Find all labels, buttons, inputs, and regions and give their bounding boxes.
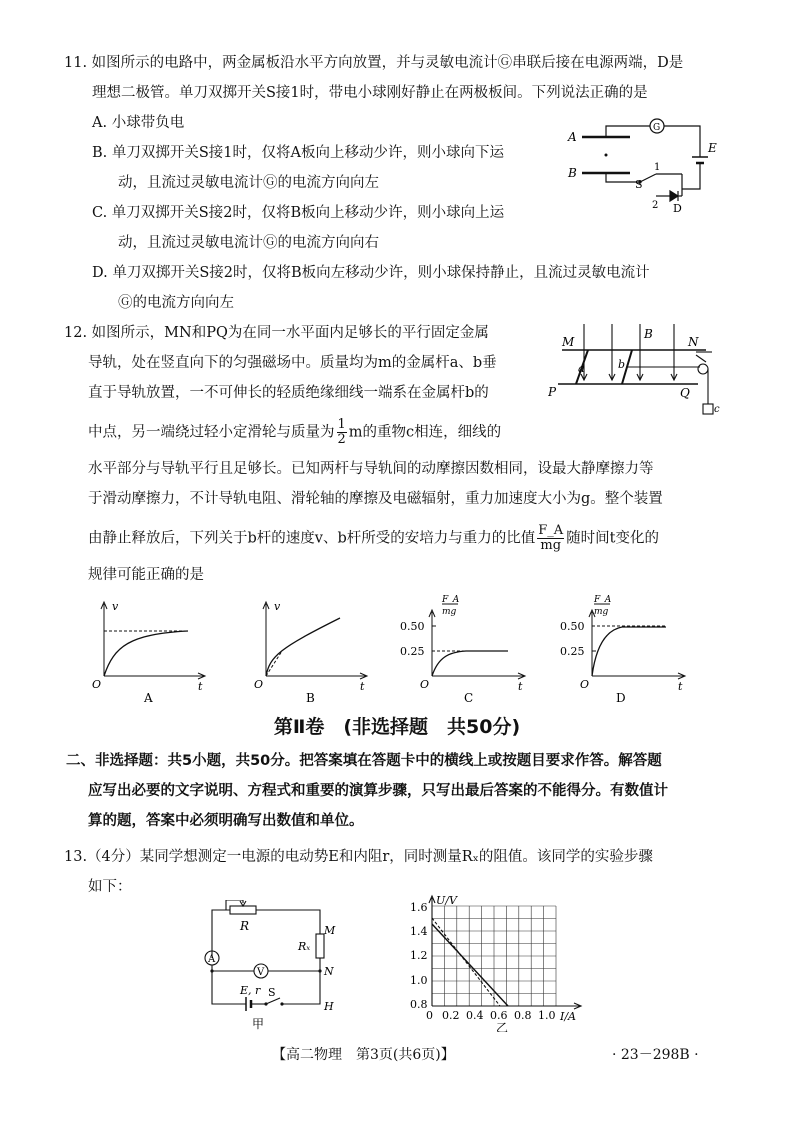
- label-q: Q: [680, 386, 690, 400]
- q11-stem-line1: 11. 如图所示的电路中，两金属板沿水平方向放置，并与灵敏电流计Ⓖ串联后接在电源两端，D是: [64, 55, 684, 71]
- q12-line7-b: 随时间t变化的: [566, 530, 660, 547]
- graph-c: [396, 590, 532, 706]
- ratio-fraction: [537, 524, 564, 553]
- label-er: E, r: [240, 984, 261, 997]
- graph-b-x: t: [360, 680, 365, 693]
- label-m13: M: [324, 924, 336, 937]
- section-intro-line3: 算的题，答案中必须明确写出数值和单位。: [88, 813, 364, 829]
- q11-option-d-line1: D. 单刀双掷开关S接2时，仅将B板向左移动少许，则小球保持静止，且流过灵敏电流计: [92, 265, 650, 281]
- graph-d-origin: O: [580, 678, 590, 691]
- q11-option-d-line2: Ⓖ的电流方向向左: [118, 295, 234, 311]
- q11-option-b-line1: B. 单刀双掷开关S接1时，仅将A板向上移动少许，则小球向下运: [92, 145, 505, 161]
- label-a: A: [568, 130, 577, 144]
- label-m: M: [562, 335, 575, 349]
- graph-b-label: B: [306, 691, 315, 705]
- q12-line5: 水平部分与导轨平行且足够长。已知两杆与导轨间的动摩擦因数相同，设最大静摩擦力等: [88, 461, 654, 477]
- ytick-10: 1.0: [410, 974, 428, 987]
- xtick-04: 0.4: [466, 1009, 484, 1022]
- graph-d-tick-025: 0.25: [560, 645, 585, 658]
- q11-option-c-line1: C. 单刀双掷开关S接2时，仅将B板向上移动少许，则小球向上运: [92, 205, 505, 221]
- label-c: c: [714, 404, 720, 415]
- graph-b-y: v: [274, 600, 281, 613]
- label-rod-a: a: [578, 362, 585, 375]
- xtick-06: 0.6: [490, 1009, 508, 1022]
- q11-circuit-diagram: [560, 112, 730, 220]
- q12-rail-diagram: [548, 322, 728, 422]
- q12-line6: 于滑动摩擦力，不计导轨电阻、滑轮轴的摩擦及电磁辐射，重力加速度大小为g。整个装置: [88, 491, 663, 507]
- graph-a-origin: O: [92, 678, 102, 691]
- exam-code: · 23－298B ·: [612, 1047, 699, 1063]
- ytick-16: 1.6: [410, 901, 428, 914]
- label-s: S: [635, 178, 643, 191]
- ratio-den: mg: [540, 538, 562, 553]
- graph-x-label: I/A: [560, 1010, 576, 1023]
- label-voltmeter: V: [257, 967, 265, 978]
- q12-line3: 直于导轨放置，一不可伸长的轻质绝缘细线一端系在金属杆b的: [88, 385, 489, 401]
- charged-ball: [605, 154, 608, 157]
- label-s13: S: [268, 986, 276, 999]
- graph-d: [556, 590, 692, 706]
- q13-circuit-diagram: [194, 900, 342, 1032]
- graph-b-origin: O: [254, 678, 264, 691]
- graph-y-label: U/V: [436, 894, 457, 907]
- weight-c: [703, 404, 713, 414]
- q11-stem-line2: 理想二极管。单刀双掷开关S接1时，带电小球刚好静止在两极板间。下列说法正确的是: [92, 85, 648, 101]
- graph-d-x: t: [678, 680, 683, 693]
- ytick-12: 1.2: [410, 949, 428, 962]
- graph-a: [90, 596, 212, 706]
- label-n: N: [688, 335, 699, 349]
- q11-option-a: A. 小球带负电: [92, 115, 185, 131]
- graph-a-label: A: [144, 691, 153, 705]
- graph-d-y-num: F_A: [594, 595, 612, 605]
- graph-c-y-den: mg: [442, 607, 457, 617]
- label-g: G: [653, 123, 661, 133]
- fraction-num: 1: [337, 417, 346, 432]
- graph-c-y-num: F_A: [442, 595, 460, 605]
- diode-symbol: [670, 191, 678, 201]
- fraction-half: [337, 418, 347, 447]
- graph-c-tick-050: 0.50: [400, 620, 425, 633]
- q13-line1: 13.（4分）某同学想测定一电源的电动势E和内阻r，同时测量Rₓ的阻值。该同学的实验步骤: [64, 849, 653, 865]
- q12-line8: 规律可能正确的是: [88, 567, 204, 583]
- q11-option-c-line2: 动，且流过灵敏电流计Ⓖ的电流方向向右: [118, 235, 379, 251]
- q12-line1: 12. 如图所示，MN和PQ为在同一水平面内足够长的平行固定金属: [64, 325, 489, 341]
- xtick-10: 1.0: [538, 1009, 556, 1022]
- resistor-rx: [316, 934, 324, 958]
- graph-c-x: t: [518, 680, 523, 693]
- section-heading: 第Ⅱ卷 (非选择题 共50分): [273, 716, 521, 738]
- section-intro-line1: 二、非选择题：共5小题，共50分。把答案填在答题卡中的横线上或按题目要求作答。解答题: [66, 753, 662, 769]
- graph-d-tick-050: 0.50: [560, 620, 585, 633]
- xtick-0: 0: [426, 1009, 433, 1022]
- caption-yi: 乙: [496, 1021, 509, 1032]
- q11-option-b-line2: 动，且流过灵敏电流计Ⓖ的电流方向向左: [118, 175, 379, 191]
- label-ammeter: A: [208, 954, 216, 965]
- xtick-08: 0.8: [514, 1009, 532, 1022]
- graph-c-label: C: [464, 691, 474, 705]
- graph-b: [252, 596, 374, 706]
- label-field-b: B: [644, 327, 653, 341]
- graph-d-y-den: mg: [594, 607, 609, 617]
- label-1: 1: [654, 162, 661, 173]
- label-p: P: [548, 385, 557, 399]
- label-h: H: [324, 1000, 334, 1013]
- q12-line4-a: 中点，另一端绕过轻小定滑轮与质量为: [88, 424, 335, 441]
- q13-line2: 如下：: [88, 879, 132, 895]
- q12-line4: [88, 418, 501, 447]
- caption-jia: 甲: [252, 1017, 265, 1031]
- label-n13: N: [324, 965, 334, 978]
- label-e: E: [708, 141, 717, 155]
- ytick-14: 1.4: [410, 925, 428, 938]
- page-footer: 【高二物理 第3页(共6页)】: [272, 1047, 455, 1063]
- q13-ui-graph: [404, 894, 594, 1032]
- pulley: [698, 364, 708, 374]
- graph-c-origin: O: [420, 678, 430, 691]
- graph-a-x: t: [198, 680, 203, 693]
- ytick-08: 0.8: [410, 998, 428, 1011]
- graph-a-y: v: [112, 600, 119, 613]
- label-2: 2: [652, 200, 659, 211]
- rheostat-r: [230, 906, 256, 914]
- label-d: D: [673, 202, 682, 215]
- xtick-02: 0.2: [442, 1009, 460, 1022]
- q12-line7: [88, 524, 659, 553]
- q12-line4-b: m的重物c相连，细线的: [348, 424, 502, 441]
- label-rod-b: b: [618, 358, 626, 371]
- q12-line2: 导轨，处在竖直向下的匀强磁场中。质量均为m的金属杆a、b垂: [88, 355, 497, 371]
- label-b: B: [568, 166, 577, 180]
- label-rx: Rₓ: [298, 940, 311, 953]
- fraction-den: 2: [337, 432, 346, 447]
- graph-c-tick-025: 0.25: [400, 645, 425, 658]
- ratio-num: F_A: [538, 523, 564, 538]
- graph-d-label: D: [616, 691, 626, 705]
- section-intro-line2: 应写出必要的文字说明、方程式和重要的演算步骤，只写出最后答案的不能得分。有数值计: [88, 783, 668, 799]
- label-r: R: [240, 919, 250, 933]
- q12-line7-a: 由静止释放后，下列关于b杆的速度v、b杆所受的安培力与重力的比值: [88, 530, 536, 547]
